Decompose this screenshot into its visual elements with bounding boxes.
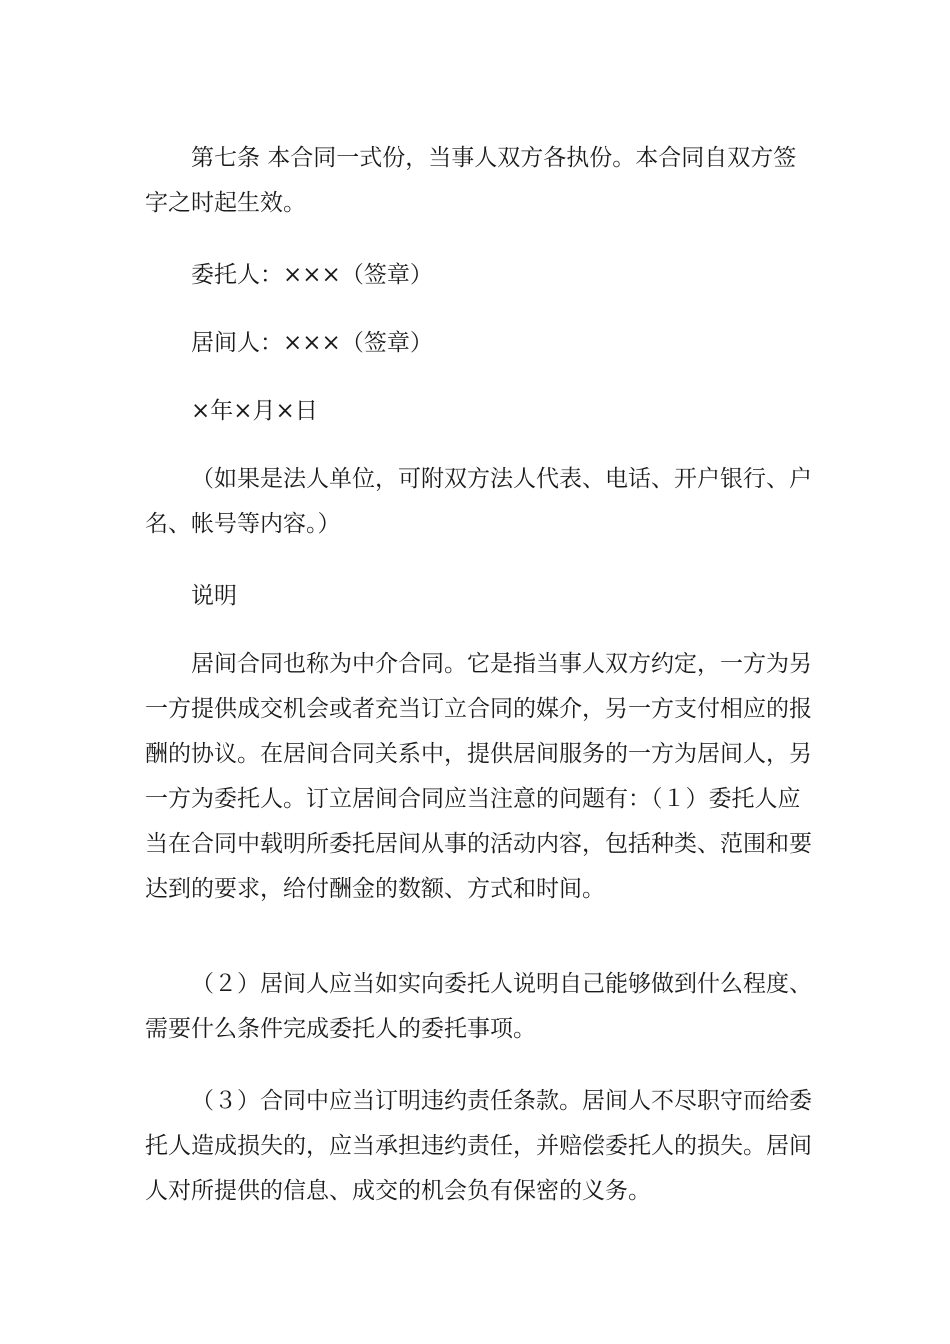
paragraph-principal-signature: 委托人：×××（签章） <box>191 262 433 288</box>
paragraph-explanation-body: 居间合同也称为中介合同。它是指当事人双方约定，一方为另一方提供成交机会或者充当订立合同的媒介，另一方支付相应的报酬的协议。在居间合同关系中，提供居间服务的一方为居间人，另一方为委托人。订立居间合同应当注意的问题有：（１）委托人应当在合同中载明所委托居间从事的活动内容，包括种类、范围和要达到的要求，给付酬金的数额、方式和时间。 <box>145 651 812 902</box>
paragraph-legal-entity-note: （如果是法人单位，可附双方法人代表、电话、开户银行、户名、帐号等内容。） <box>145 466 812 537</box>
paragraph-point-three: （３）合同中应当订明违约责任条款。居间人不尽职守而给委托人造成损失的，应当承担违约责任，并赔偿委托人的损失。居间人对所提供的信息、成交的机会负有保密的义务。 <box>145 1088 812 1204</box>
paragraph-point-two: （２）居间人应当如实向委托人说明自己能够做到什么程度、需要什么条件完成委托人的委托事项。 <box>145 971 812 1042</box>
section-heading-explanation: 说明 <box>191 583 237 609</box>
paragraph-article-seven: 第七条 本合同一式份，当事人双方各执份。本合同自双方签字之时起生效。 <box>145 145 797 216</box>
paragraph-date: ×年×月×日 <box>191 398 318 424</box>
paragraph-intermediary-signature: 居间人：×××（签章） <box>191 330 433 356</box>
